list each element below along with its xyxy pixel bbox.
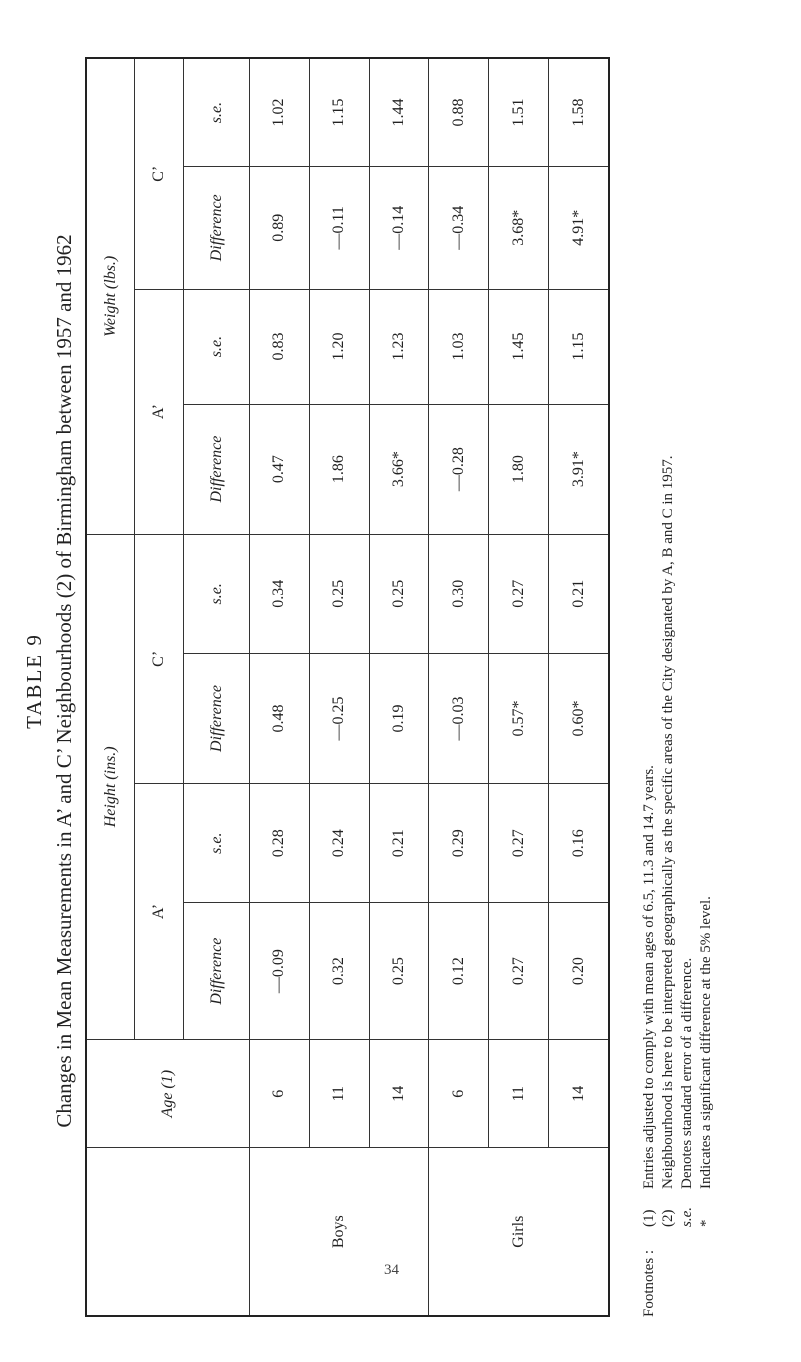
col-se: s.e. [184,289,250,404]
table-row [549,58,609,1316]
footnote-item [659,455,678,1227]
age-cell: 14 [369,1039,429,1147]
cell: 1.20 [309,289,369,404]
col-se: s.e. [184,58,250,167]
cell: 1.58 [549,58,609,167]
footnote-key: * [698,1219,714,1227]
col-se: s.e. [184,534,250,653]
cell: 0.34 [250,534,310,653]
table-row [309,58,369,1316]
cell: 0.25 [369,534,429,653]
cell: 1.86 [309,404,369,534]
table-title: Changes in Mean Measurements in A’ and C’ Neighbourhoods (2) of Birmingham between 1957 and 1962 [52,234,76,1128]
footnote-text: Neighbourhood is here to be interpreted geographically as the specific areas of the City designated by A, B and C in 1957. [660,455,676,1189]
group-header [86,1148,250,1316]
weight-c-header: C’ [135,58,184,289]
height-c-header: C’ [135,534,184,783]
col-se: s.e. [184,784,250,903]
age-cell: 11 [489,1039,549,1147]
cell: —0.03 [429,653,489,783]
cell: 0.25 [369,903,429,1040]
cell: 0.12 [429,903,489,1040]
table-label: TABLE 9 [22,633,46,729]
cell: 0.89 [250,167,310,290]
cell: —0.25 [309,653,369,783]
cell: 0.24 [309,784,369,903]
weight-a-header: A’ [135,289,184,534]
age-cell: 14 [549,1039,609,1147]
cell: 3.91* [549,404,609,534]
footnote-item [678,958,697,1227]
cell: 0.25 [309,534,369,653]
cell: 1.45 [489,289,549,404]
cell: 0.21 [549,534,609,653]
col-difference: Difference [184,653,250,783]
cell: 4.91* [549,167,609,290]
cell: 0.27 [489,784,549,903]
footnote-item [640,765,659,1227]
weight-header: Weight (lbs.) [86,58,135,534]
cell: 1.02 [250,58,310,167]
footnote-key: s.e. [679,1207,695,1227]
cell: 1.80 [489,404,549,534]
footnote-text: Denotes standard error of a difference. [679,957,695,1189]
cell: —0.11 [309,167,369,290]
cell: 0.32 [309,903,369,1040]
cell: —0.14 [369,167,429,290]
age-cell: 11 [309,1039,369,1147]
cell: —0.09 [250,903,310,1040]
col-difference: Difference [184,404,250,534]
height-a-header: A’ [135,784,184,1040]
cell: 0.60* [549,653,609,783]
table-row [250,58,310,1316]
footnote-item [697,896,716,1227]
cell: 0.83 [250,289,310,404]
group-label: Boys [250,1148,429,1316]
cell: 1.03 [429,289,489,404]
cell: 0.47 [250,404,310,534]
cell: 0.88 [429,58,489,167]
footnote-key: (2) [660,1209,676,1227]
cell: 0.30 [429,534,489,653]
measurements-table [85,57,610,1317]
cell: 0.57* [489,653,549,783]
table-row [489,58,549,1316]
cell: —0.34 [429,167,489,290]
table-row [369,58,429,1316]
cell: 3.68* [489,167,549,290]
col-difference: Difference [184,167,250,290]
footnote-text: Indicates a significant difference at the 5% level. [698,896,714,1189]
cell: 0.16 [549,784,609,903]
col-difference: Difference [184,903,250,1040]
cell: 0.48 [250,653,310,783]
cell: 1.44 [369,58,429,167]
footnotes-label: Footnotes : [641,1249,657,1317]
cell: 0.28 [250,784,310,903]
age-cell: 6 [250,1039,310,1147]
cell: 0.21 [369,784,429,903]
age-header: Age (1) [86,1039,250,1147]
cell: 1.51 [489,58,549,167]
cell: 3.66* [369,404,429,534]
cell: 0.19 [369,653,429,783]
table-row [429,58,489,1316]
footnote-key: (1) [641,1209,657,1227]
height-header: Height (ins.) [86,534,135,1039]
cell: 0.20 [549,903,609,1040]
group-label: Girls [429,1148,609,1316]
age-cell: 6 [429,1039,489,1147]
cell: 1.15 [309,58,369,167]
page-number: 34 [384,1262,399,1278]
cell: 1.15 [549,289,609,404]
footnote-text: Entries adjusted to comply with mean ages of 6.5, 11.3 and 14.7 years. [641,765,657,1189]
cell: 0.27 [489,903,549,1040]
cell: 0.27 [489,534,549,653]
cell: 0.29 [429,784,489,903]
cell: 1.23 [369,289,429,404]
cell: —0.28 [429,404,489,534]
